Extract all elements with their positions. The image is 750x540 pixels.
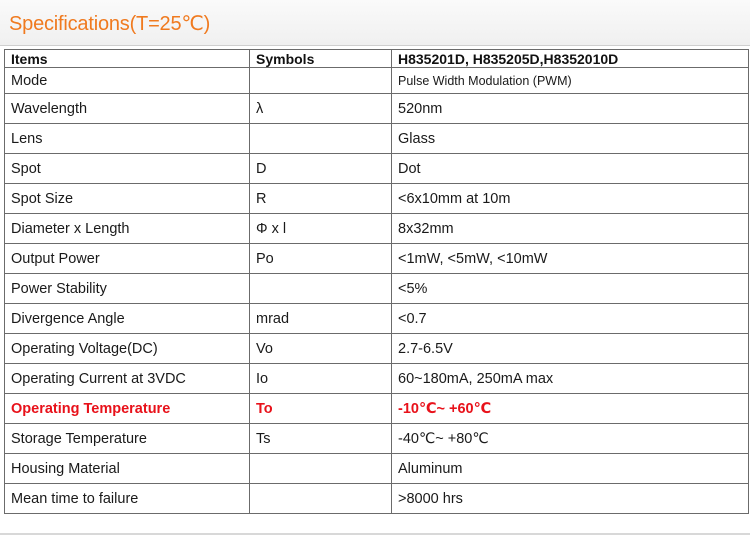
row-item: Housing Material bbox=[5, 454, 250, 484]
header-models: H835201D, H835205D,H8352010D bbox=[392, 50, 749, 68]
row-value: -10℃~ +60℃ bbox=[392, 394, 749, 424]
row-symbol: Io bbox=[250, 364, 392, 394]
spec-header bbox=[0, 0, 750, 46]
table-row bbox=[5, 68, 749, 94]
row-value: <1mW, <5mW, <10mW bbox=[392, 244, 749, 274]
table-row bbox=[5, 334, 749, 364]
row-value: <0.7 bbox=[392, 304, 749, 334]
row-item: Operating Voltage(DC) bbox=[5, 334, 250, 364]
table-row bbox=[5, 214, 749, 244]
table-row bbox=[5, 124, 749, 154]
row-item: Mean time to failure bbox=[5, 484, 250, 514]
row-value: Dot bbox=[392, 154, 749, 184]
row-symbol bbox=[250, 484, 392, 514]
row-value: Pulse Width Modulation (PWM) bbox=[392, 68, 749, 94]
row-value: Glass bbox=[392, 124, 749, 154]
row-item: Spot Size bbox=[5, 184, 250, 214]
table-row bbox=[5, 274, 749, 304]
row-value: 8x32mm bbox=[392, 214, 749, 244]
row-symbol bbox=[250, 274, 392, 304]
table-row bbox=[5, 484, 749, 514]
row-symbol: Φ x l bbox=[250, 214, 392, 244]
table-row bbox=[5, 154, 749, 184]
row-item: Diameter x Length bbox=[5, 214, 250, 244]
row-item: Output Power bbox=[5, 244, 250, 274]
row-item: Spot bbox=[5, 154, 250, 184]
row-value: <5% bbox=[392, 274, 749, 304]
row-item: Lens bbox=[5, 124, 250, 154]
row-item: Mode bbox=[5, 68, 250, 94]
table-row bbox=[5, 364, 749, 394]
row-symbol: To bbox=[250, 394, 392, 424]
table-row bbox=[5, 424, 749, 454]
table-row bbox=[5, 184, 749, 214]
table-row bbox=[5, 454, 749, 484]
table-header-row bbox=[5, 50, 749, 68]
row-value: 60~180mA, 250mA max bbox=[392, 364, 749, 394]
row-item: Operating Current at 3VDC bbox=[5, 364, 250, 394]
row-symbol bbox=[250, 68, 392, 94]
row-symbol: λ bbox=[250, 94, 392, 124]
table-row bbox=[5, 244, 749, 274]
table-row bbox=[5, 304, 749, 334]
row-item: Divergence Angle bbox=[5, 304, 250, 334]
row-item: Operating Temperature bbox=[5, 394, 250, 424]
row-value: -40℃~ +80℃ bbox=[392, 424, 749, 454]
row-value: <6x10mm at 10m bbox=[392, 184, 749, 214]
header-items: Items bbox=[5, 50, 250, 68]
header-symbols: Symbols bbox=[250, 50, 392, 68]
row-symbol: Vo bbox=[250, 334, 392, 364]
spec-table bbox=[4, 49, 749, 514]
bottom-divider bbox=[0, 533, 750, 535]
row-symbol: R bbox=[250, 184, 392, 214]
table-row bbox=[5, 94, 749, 124]
row-value: Aluminum bbox=[392, 454, 749, 484]
row-symbol bbox=[250, 454, 392, 484]
row-value: 2.7-6.5V bbox=[392, 334, 749, 364]
row-item: Storage Temperature bbox=[5, 424, 250, 454]
row-item: Wavelength bbox=[5, 94, 250, 124]
table-row-highlighted bbox=[5, 394, 749, 424]
row-symbol: Po bbox=[250, 244, 392, 274]
row-symbol: D bbox=[250, 154, 392, 184]
row-value: 520nm bbox=[392, 94, 749, 124]
page-title: Specifications(T=25℃) bbox=[9, 13, 211, 35]
row-item: Power Stability bbox=[5, 274, 250, 304]
row-symbol: Ts bbox=[250, 424, 392, 454]
row-symbol: mrad bbox=[250, 304, 392, 334]
row-value: >8000 hrs bbox=[392, 484, 749, 514]
row-symbol bbox=[250, 124, 392, 154]
